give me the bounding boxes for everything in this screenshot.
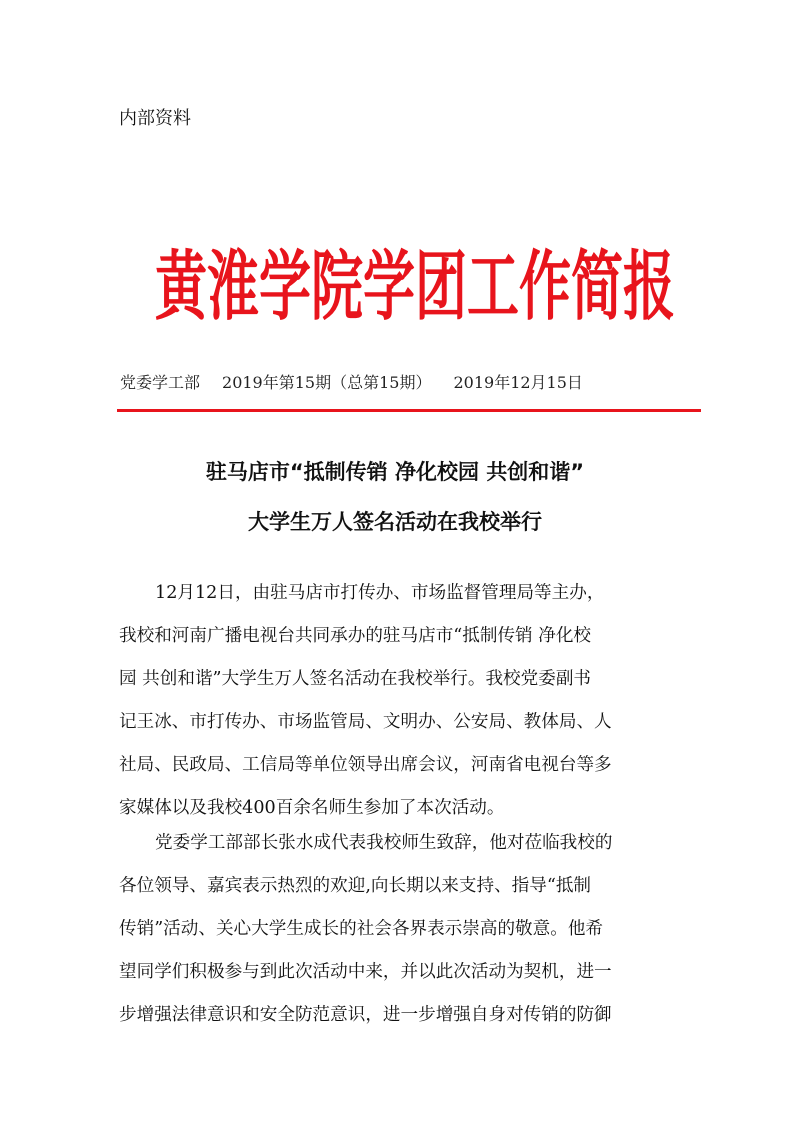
- header-rule: [117, 409, 701, 412]
- paragraph-line: 步增强法律意识和安全防范意识，进一步增强自身对传销的防御: [119, 1005, 612, 1025]
- paragraph-line: 我校和河南广播电视台共同承办的驻马店市“抵制传销 净化校: [119, 626, 592, 646]
- paragraph-line: 传销”活动、关心大学生成长的社会各界表示崇高的敬意。他希: [119, 919, 604, 939]
- paragraph-line: 12月12日，由驻马店市打传办、市场监督管理局等主办，: [155, 583, 605, 603]
- paragraph-line: 社局、民政局、工信局等单位领导出席会议，河南省电视台等多: [119, 755, 612, 775]
- paragraph-line: 各位领导、嘉宾表示热烈的欢迎,向长期以来支持、指导“抵制: [119, 876, 592, 896]
- issue-number: 2019年第15期（总第15期）: [222, 373, 432, 392]
- paragraph-line: 园 共创和谐”大学生万人签名活动在我校举行。我校党委副书: [119, 669, 592, 689]
- paragraph-line: 望同学们积极参与到此次活动中来，并以此次活动为契机，进一: [119, 962, 612, 982]
- masthead-title: 黄淮学院学团工作简报: [155, 244, 676, 332]
- issuer: 党委学工部: [120, 373, 201, 392]
- article-headline-line-2: 大学生万人签名活动在我校举行: [248, 510, 542, 534]
- issue-line: [120, 370, 690, 393]
- paragraph-line: 党委学工部部长张水成代表我校师生致辞，他对莅临我校的: [155, 833, 613, 853]
- paragraph-line: 家媒体以及我校400百余名师生参加了本次活动。: [119, 798, 505, 818]
- paragraph-line: 记王冰、市打传办、市场监管局、文明办、公安局、教体局、人: [119, 712, 612, 732]
- internal-label: 内部资料: [119, 108, 191, 129]
- article-headline-line-1: 驻马店市“抵制传销 净化校园 共创和谐”: [205, 460, 585, 484]
- issue-date: 2019年12月15日: [453, 373, 583, 392]
